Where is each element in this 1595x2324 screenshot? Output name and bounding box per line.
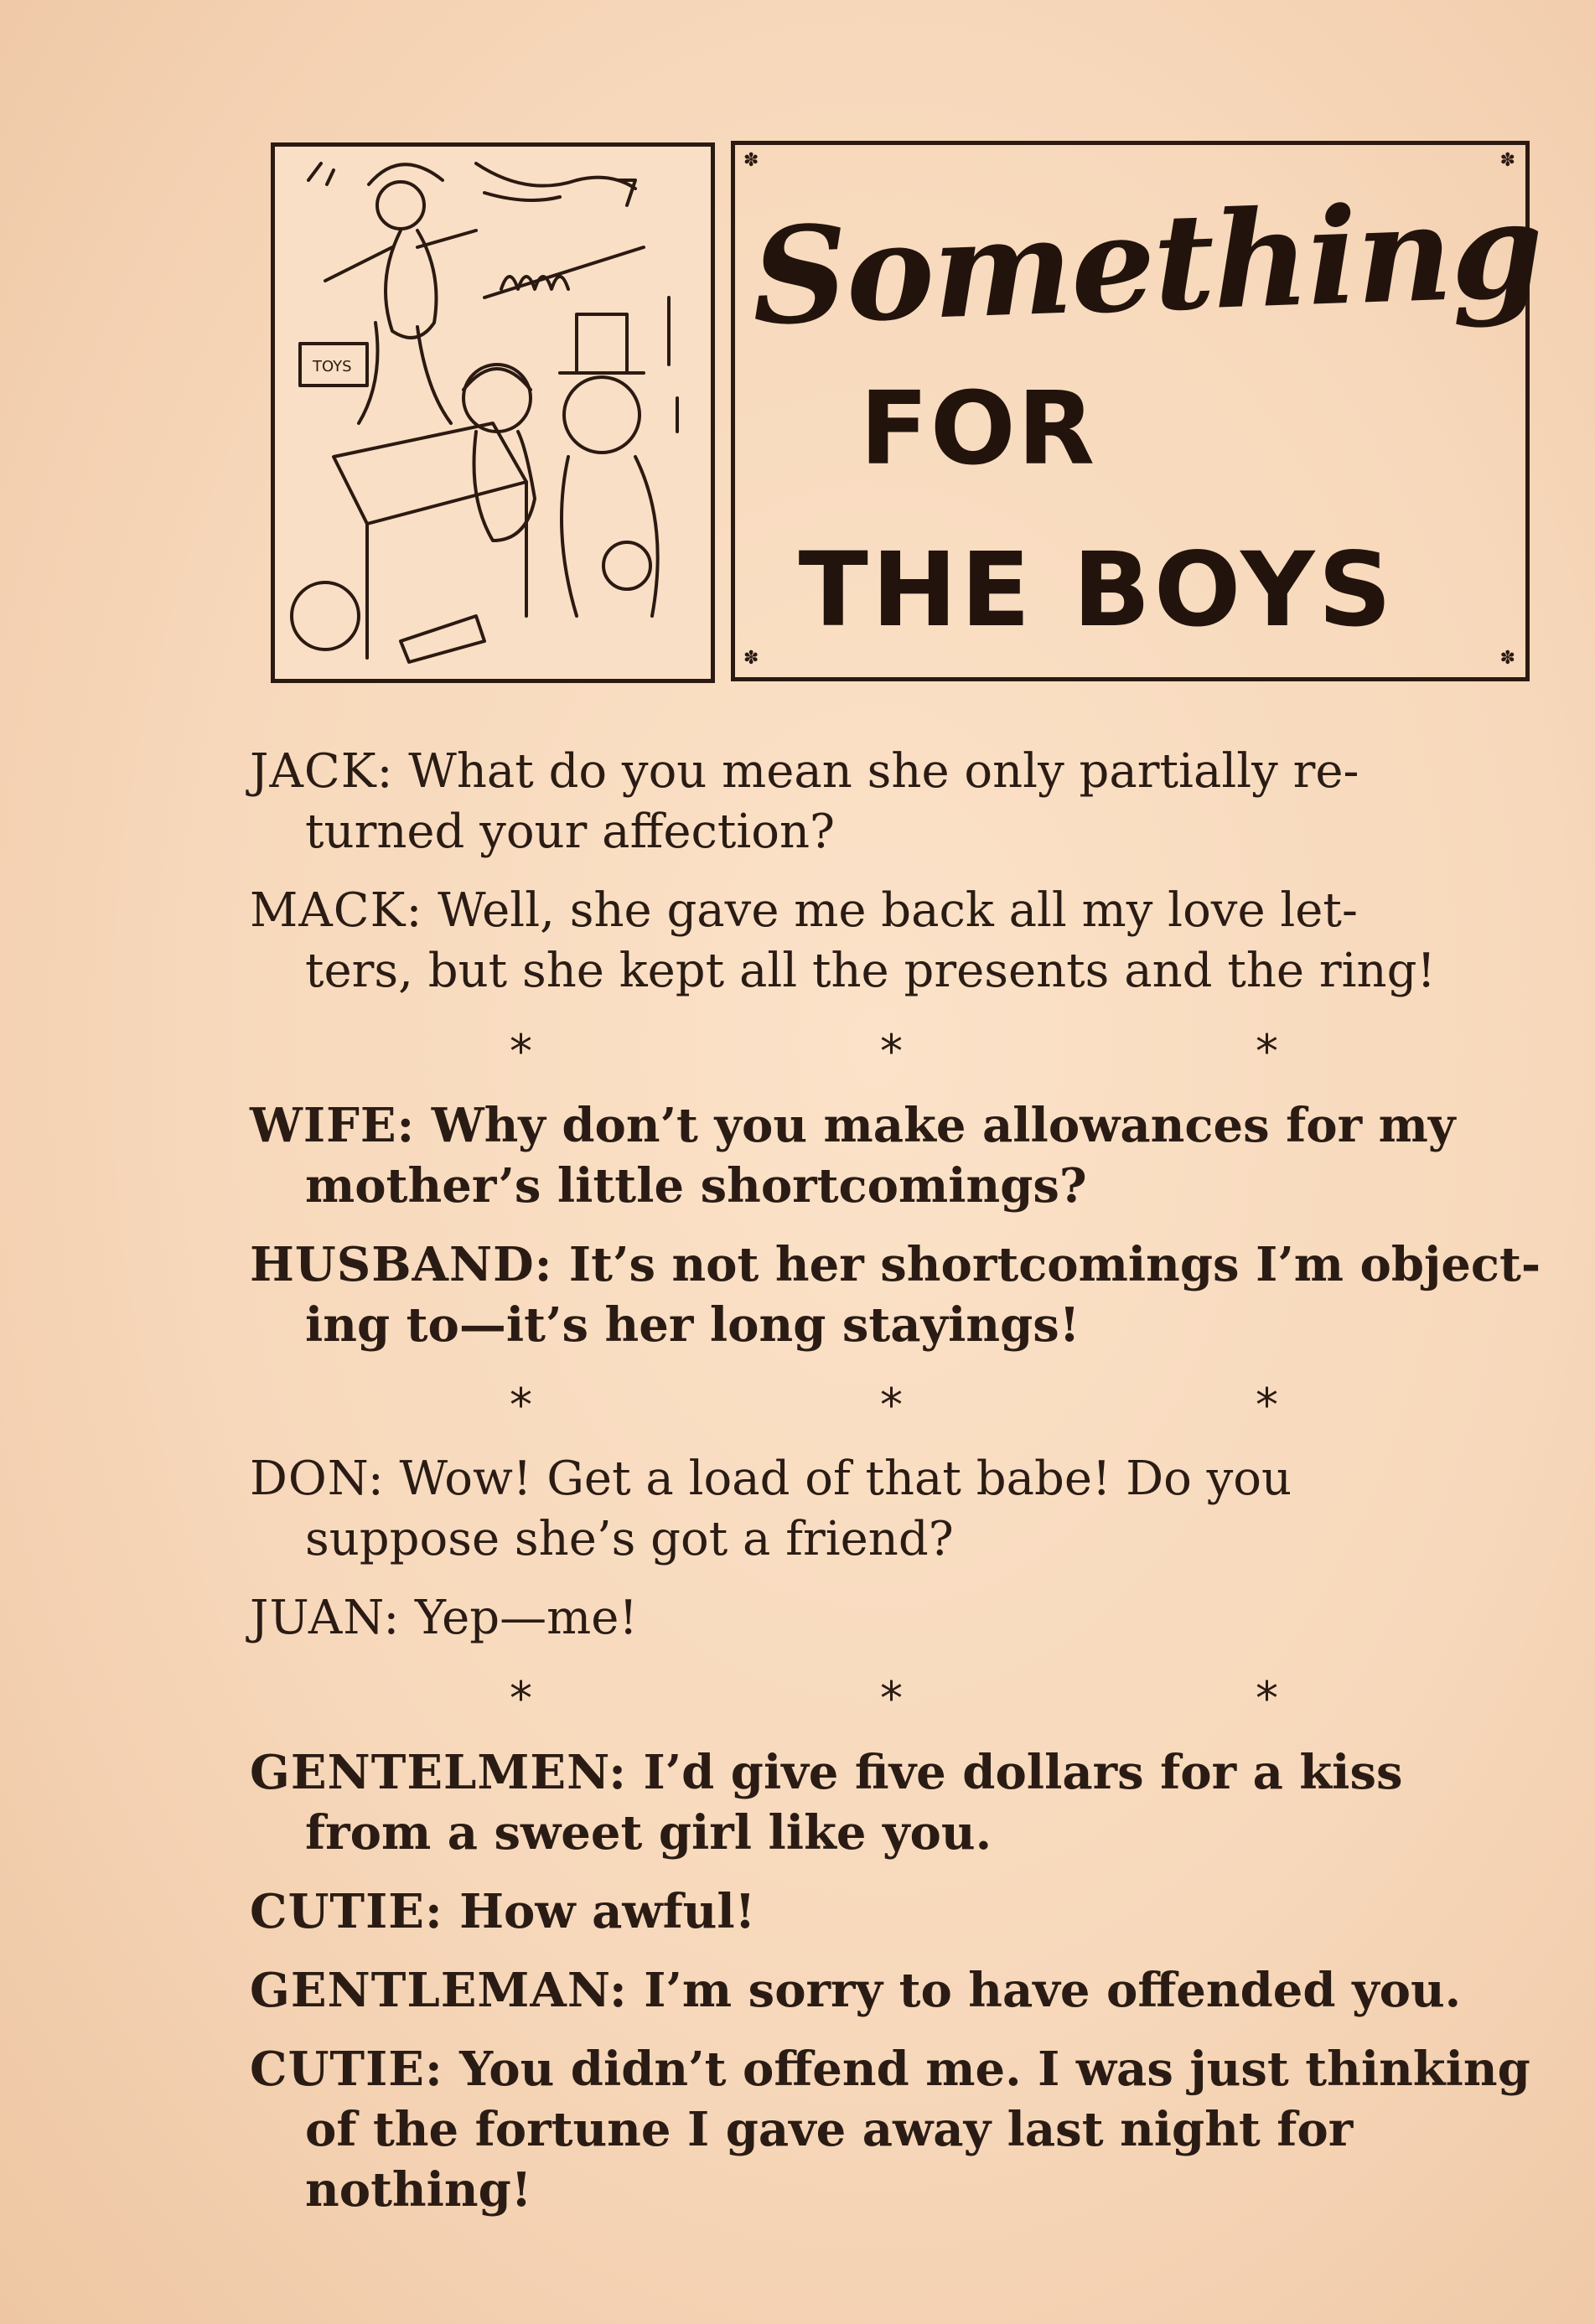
dialogue-line	[250, 1234, 1566, 1355]
cartoon-table	[334, 423, 526, 524]
dialogue-text: Well, she gave me back all my love let-	[422, 883, 1358, 938]
joke	[250, 742, 1566, 1002]
separator-asterisk: *	[880, 1379, 903, 1431]
speaker-name: HUSBAND:	[250, 1237, 553, 1292]
separator-asterisk: *	[1256, 1672, 1278, 1725]
dialogue-text: What do you mean she only partially re-	[393, 744, 1359, 799]
joke	[250, 1449, 1566, 1649]
speaker-name: JACK:	[250, 744, 394, 799]
speaker-name: MACK:	[250, 883, 423, 938]
separator-asterisk: *	[1256, 1379, 1278, 1431]
cartoon-streamer	[476, 163, 635, 189]
cartoon-toy-train	[401, 616, 484, 662]
dialogue-text: Wow! Get a load of that babe! Do you	[384, 1452, 1292, 1506]
page-title-script: Something	[749, 173, 1545, 355]
corner-ornament-icon: ✽	[1499, 648, 1515, 669]
dialogue-continuation: suppose she’s got a friend?	[305, 1512, 954, 1566]
speaker-name: GENTELMEN:	[250, 1745, 627, 1800]
dialogue-continuation: ters, but she kept all the presents and the ring!	[305, 944, 1436, 998]
separator-asterisk: *	[510, 1379, 532, 1431]
dialogue-continuation: turned your affection?	[305, 805, 836, 859]
page-title-for: FOR	[859, 371, 1097, 488]
corner-ornament-icon: ✽	[1499, 150, 1515, 171]
dialogue-line	[250, 1742, 1566, 1863]
joke	[250, 1095, 1566, 1355]
cartoon-woman-head	[377, 182, 424, 229]
dialogue-continuation: ing to—it’s her long stayings!	[305, 1297, 1080, 1353]
cartoon-man-head	[564, 377, 640, 453]
cartoon-shelf	[484, 247, 644, 298]
separator-asterisk: *	[880, 1672, 903, 1725]
cartoon-decoration	[308, 163, 334, 184]
dialogue-line	[250, 742, 1566, 862]
cartoon-toy-drum	[603, 542, 650, 589]
speaker-name: GENTLEMAN:	[250, 1963, 628, 2018]
cartoon-sign-label: TOYS	[313, 358, 352, 375]
page-title-boys: THE BOYS	[798, 531, 1396, 650]
dialogue-text: Why don’t you make allowances for my	[415, 1098, 1456, 1153]
dialogue-line	[250, 881, 1566, 1002]
separator	[250, 1020, 1566, 1095]
dialogue-continuation: of the fortune I gave away last night for nothing!	[305, 2102, 1354, 2218]
speaker-name: CUTIE:	[250, 1884, 443, 1939]
speaker-name: JUAN:	[250, 1591, 401, 1645]
dialogue-text: I’d give five dollars for a kiss	[626, 1745, 1403, 1800]
separator-asterisk: *	[510, 1025, 532, 1078]
title-panel	[731, 141, 1545, 681]
dialogue-continuation: mother’s little shortcomings?	[305, 1158, 1087, 1214]
cartoon-drawing	[275, 147, 711, 679]
separator	[250, 1667, 1566, 1742]
dialogue-text: How awful!	[443, 1884, 756, 1939]
corner-ornament-icon: ✽	[743, 648, 759, 669]
cartoon-top-hat	[577, 314, 627, 373]
dialogue-line	[250, 1960, 1566, 2021]
cartoon-toy-ball	[292, 582, 359, 650]
dialogue-text: I’m sorry to have offended you.	[627, 1963, 1462, 2018]
speaker-name: CUTIE:	[250, 2042, 443, 2097]
dialogue-line	[250, 1588, 1566, 1649]
joke	[250, 1742, 1566, 2220]
dialogue-line	[250, 1449, 1566, 1570]
speaker-name: WIFE:	[250, 1098, 416, 1153]
jokes-body	[250, 742, 1566, 2239]
separator-asterisk: *	[1256, 1025, 1278, 1078]
dialogue-text: You didn’t offend me. I was just thinking	[443, 2042, 1530, 2097]
separator-asterisk: *	[510, 1672, 532, 1725]
dialogue-text: Yep—me!	[400, 1591, 638, 1645]
corner-ornament-icon: ✽	[743, 150, 759, 171]
separator-asterisk: *	[880, 1025, 903, 1078]
separator	[250, 1374, 1566, 1449]
cartoon-girl-head	[463, 365, 531, 432]
cartoon-illustration	[271, 142, 715, 683]
dialogue-line	[250, 1881, 1566, 1942]
dialogue-text: It’s not her shortcomings I’m object-	[552, 1237, 1541, 1292]
speaker-name: DON:	[250, 1452, 385, 1506]
dialogue-line	[250, 1095, 1566, 1216]
dialogue-continuation: from a sweet girl like you.	[305, 1805, 992, 1861]
dialogue-line	[250, 2039, 1566, 2220]
